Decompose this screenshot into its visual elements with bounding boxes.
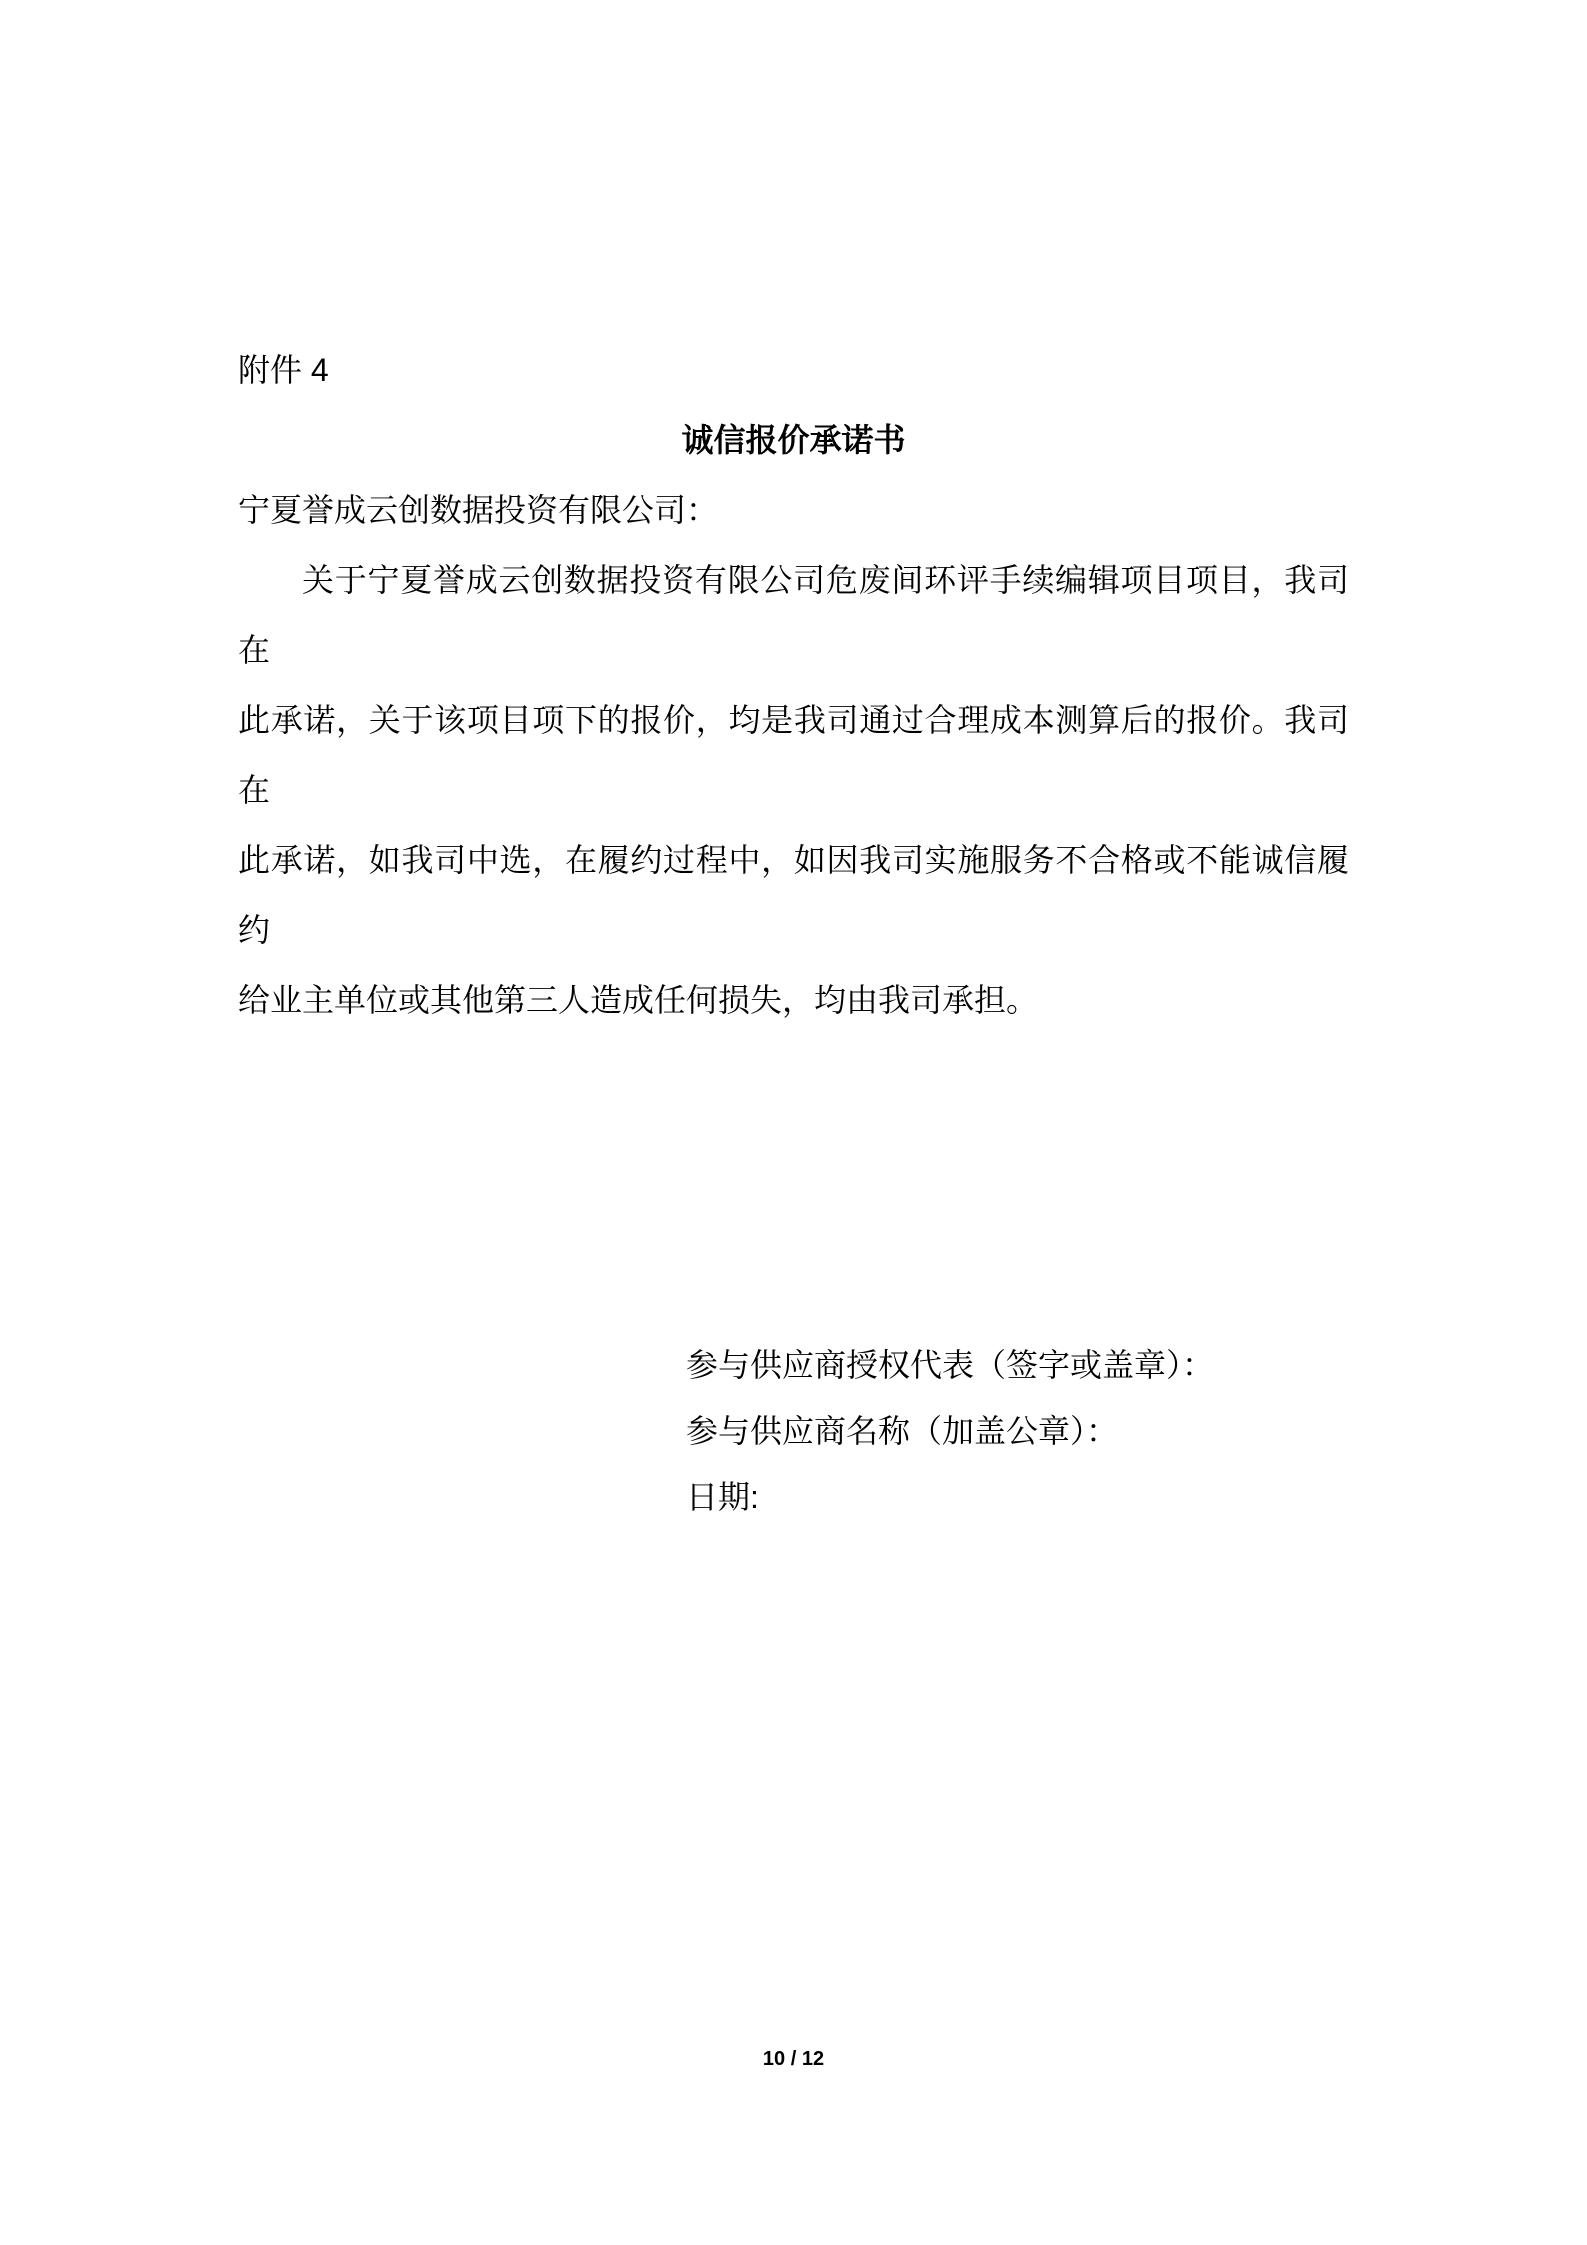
- salutation-line: 宁夏誉成云创数据投资有限公司：: [238, 492, 719, 528]
- page-number: 10 / 12: [762, 2048, 825, 2070]
- signature-date-line: 日期:: [686, 1479, 759, 1515]
- document-body: [238, 335, 1349, 1035]
- document-title: 诚信报价承诺书: [681, 422, 906, 458]
- paragraph-line-3: 此承诺，如我司中选，在履约过程中，如因我司实施服务不合格或不能诚信履约: [238, 842, 1349, 948]
- commitment-paragraph: [238, 545, 1349, 1035]
- paragraph-line-4: 给业主单位或其他第三人造成任何损失，均由我司承担。: [238, 982, 1039, 1018]
- signature-supplier-name-line: 参与供应商名称（加盖公章）：: [686, 1413, 1119, 1449]
- paragraph-line-1: 关于宁夏誉成云创数据投资有限公司危废间环评手续编辑项目项目，我司在: [238, 562, 1349, 668]
- attachment-label: 附件 4: [238, 352, 329, 388]
- signature-block: [686, 1332, 1214, 1530]
- paragraph-line-2: 此承诺，关于该项目项下的报价，均是我司通过合理成本测算后的报价。我司在: [238, 702, 1349, 808]
- signature-authorized-rep-line: 参与供应商授权代表（签字或盖章）：: [686, 1347, 1215, 1383]
